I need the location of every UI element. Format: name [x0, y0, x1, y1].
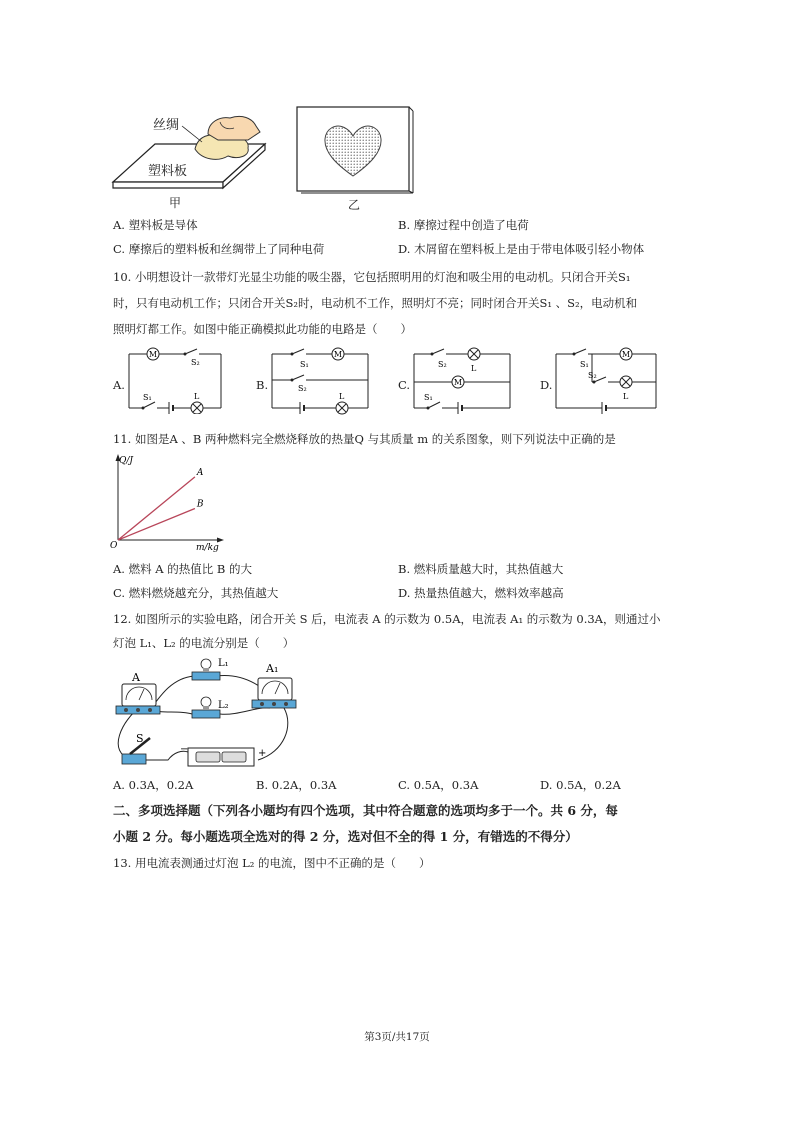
q10-a-lamp: L	[194, 392, 200, 401]
q12-option-a: A. 0.3A，0.2A	[113, 778, 194, 792]
q12-option-b: B. 0.2A，0.3A	[256, 778, 337, 792]
q10-circuit-c-label: C.	[398, 378, 411, 392]
q9-silk-label: 丝绸	[153, 118, 180, 133]
q11-option-d: D. 热量热值越大，燃料效率越高	[398, 586, 564, 600]
q11-series-label-b: B	[196, 499, 204, 510]
q10-circuit-d	[552, 344, 660, 416]
q9-option-b: B. 摩擦过程中创造了电荷	[398, 218, 529, 232]
q12-ammeter-a-label: A	[132, 671, 140, 684]
q11-series-line-a	[118, 477, 195, 540]
q10-circuit-a	[125, 344, 225, 414]
q10-a-s2: S₂	[191, 358, 200, 367]
q10-circuit-b-label: B.	[256, 378, 269, 392]
q10-c-s2: S₂	[438, 360, 447, 369]
q10-b-lamp: L	[339, 392, 345, 401]
q10-c-s1: S₁	[424, 393, 433, 402]
q10-stem-line2: 时，只有电动机工作；只闭合开关S₂时，电动机不工作，照明灯不亮；同时闭合开关S₁ 、S₂，电动机和	[113, 296, 638, 310]
q9-option-c: C. 摩擦后的塑料板和丝绸带上了同种电荷	[113, 242, 325, 256]
q10-a-motor: M	[148, 350, 158, 359]
q13-stem: 13. 用电流表测通过灯泡 L₂ 的电流，图中不正确的是（ ）	[113, 856, 431, 870]
q11-series-label-a: A	[196, 467, 204, 478]
q10-stem-line3: 照明灯都工作。如图中能正确模拟此功能的电路是（ ）	[113, 322, 412, 336]
q9-caption-jia: 甲	[169, 196, 182, 210]
q10-d-motor: M	[621, 350, 631, 359]
q10-b-s1: S₁	[300, 360, 309, 369]
q10-circuit-a-label: A.	[113, 378, 125, 392]
q12-lamp1-label: L₁	[218, 658, 229, 669]
q12-lamp2-label: L₂	[218, 700, 229, 711]
q10-circuit-c	[410, 344, 515, 416]
q11-option-a: A. 燃料 A 的热值比 B 的大	[113, 562, 252, 576]
q12-option-d: D. 0.5A，0.2A	[540, 778, 621, 792]
q10-b-s2: S₂	[298, 384, 307, 393]
q11-x-arrow	[217, 538, 224, 543]
q11-option-b: B. 燃料质量越大时，其热值越大	[398, 562, 564, 576]
q9-board-label: 塑料板	[148, 164, 188, 179]
q12-stem-line1: 12. 如图所示的实验电路，闭合开关 S 后，电流表 A 的示数为 0.5A，电流表 A₁ 的示数为 0.3A，则通过小	[113, 612, 661, 626]
q9-option-d: D. 木屑留在塑料板上是由于带电体吸引轻小物体	[398, 242, 645, 256]
q12-plus-label: +	[258, 748, 267, 759]
q10-circuit-d-label: D.	[540, 378, 553, 392]
q12-circuit-figure	[108, 656, 298, 770]
q10-d-lamp: L	[623, 392, 629, 401]
q12-ammeter-a1-label: A₁	[266, 662, 279, 675]
q11-chart	[108, 452, 228, 552]
q12-minus-label: −	[180, 744, 189, 755]
q9-option-a: A. 塑料板是导体	[113, 218, 198, 232]
q12-stem-line2: 灯泡 L₁、L₂ 的电流分别是（ ）	[113, 636, 295, 650]
q10-b-motor: M	[333, 350, 343, 359]
q11-x-label: m/kg	[196, 543, 219, 552]
q10-c-lamp: L	[471, 364, 477, 373]
q10-d-s1: S₁	[580, 360, 589, 369]
q11-stem: 11. 如图是A 、B 两种燃料完全燃烧释放的热量Q 与其质量 m 的关系图象，则下列说法中正确的是	[113, 432, 616, 446]
section2-heading-line2: 小题 2 分。每小题选项全选对的得 2 分，选对但不全的得 1 分，有错选的不得分）	[113, 829, 578, 844]
page-footer: 第3页/共17页	[364, 1031, 430, 1043]
q10-stem-line1: 10. 小明想设计一款带灯光显尘功能的吸尘器，它包括照明用的灯泡和吸尘用的电动机。只闭合开关S₁	[113, 270, 631, 284]
q11-series-line-b	[118, 508, 195, 540]
q11-option-c: C. 燃料燃烧越充分，其热值越大	[113, 586, 279, 600]
q11-origin-label: O	[110, 541, 118, 551]
q9-figure-jia	[110, 104, 270, 209]
q12-option-c: C. 0.5A，0.3A	[398, 778, 479, 792]
q9-caption-yi: 乙	[348, 198, 361, 212]
q12-switch-label: S	[136, 732, 144, 745]
q9-figure-yi	[296, 106, 416, 194]
q10-c-motor: M	[453, 378, 463, 387]
q10-d-s2: S₂	[588, 371, 597, 380]
q10-circuit-b	[268, 344, 373, 416]
q11-y-label: Q/J	[119, 456, 134, 466]
q10-a-s1: S₁	[143, 393, 152, 402]
section2-heading-line1: 二、多项选择题（下列各小题均有四个选项，其中符合题意的选项均多于一个。共 6 分，每	[113, 803, 618, 818]
